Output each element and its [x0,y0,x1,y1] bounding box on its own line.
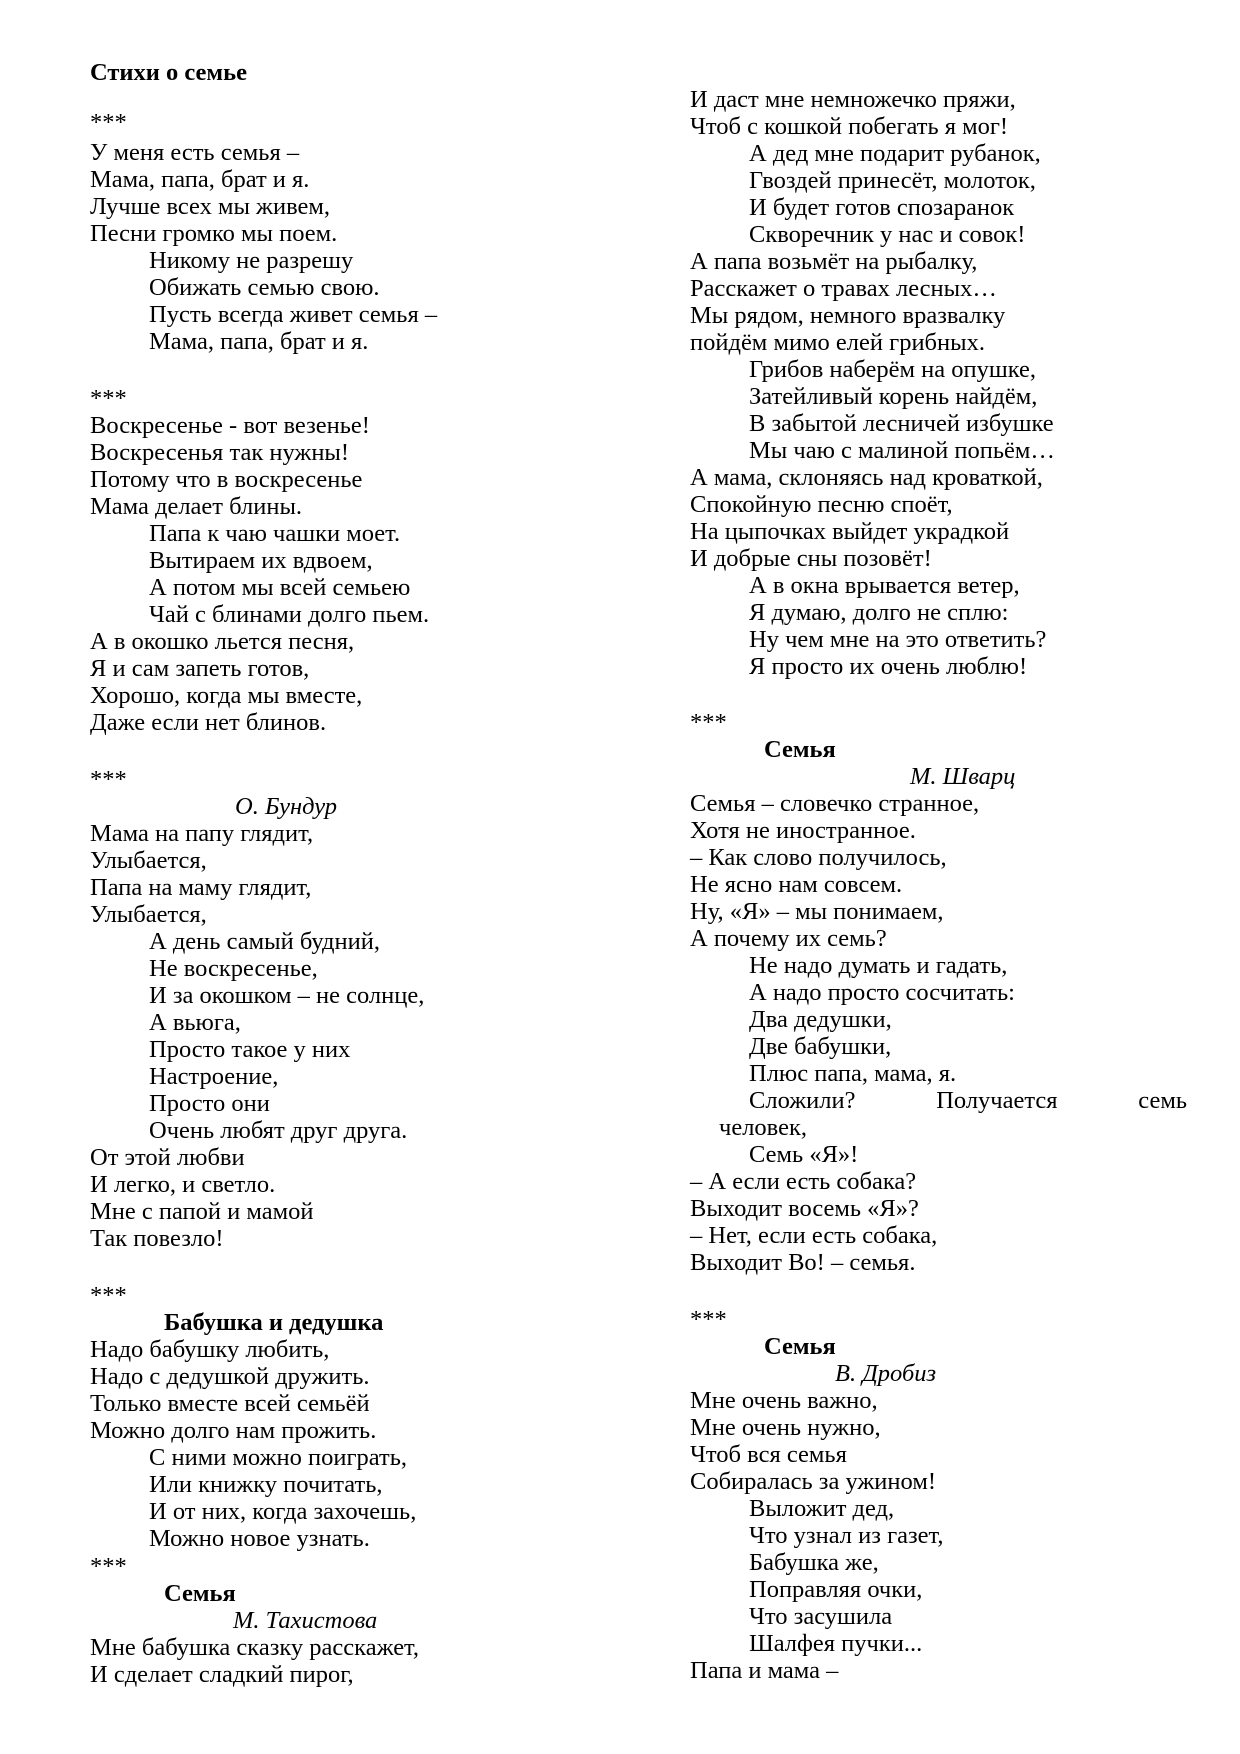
poem-line: Хорошо, когда мы вместе, [90,682,363,709]
poem-line: Очень любят друг друга. [149,1117,408,1144]
poem-line: На цыпочках выйдет украдкой [690,518,1010,545]
poem-line: Просто такое у них [149,1036,351,1063]
poem-line: Два дедушки, [749,1006,892,1033]
poem-title: Семья [764,736,836,763]
poem-line: И добрые сны позовёт! [690,545,932,572]
poem-line: Расскажет о травах лесных… [690,275,997,302]
poem-line: Можно новое узнать. [149,1525,370,1552]
poem-line: – А если есть собака? [690,1168,917,1195]
poem-line: Семь «Я»! [749,1141,859,1168]
poem-line: Ну чем мне на это ответить? [749,626,1047,653]
poem-line: И даст мне немножечко пряжи, [690,86,1016,113]
poem-line: Мне с папой и мамой [90,1198,314,1225]
separator: *** [690,1306,727,1333]
poem-line: В забытой лесничей избушке [749,410,1054,437]
poem-line: Папа и мама – [690,1657,839,1684]
poem-line: Выходит Во! – семья. [690,1249,916,1276]
poem-line: Мы чаю с малиной попьём… [749,437,1055,464]
poem-line: Я думаю, долго не сплю: [749,599,1009,626]
poem-line: Улыбается, [90,901,207,928]
page-title: Стихи о семье [90,59,247,86]
poem-line: Скворечник у нас и совок! [749,221,1026,248]
separator: *** [90,766,127,793]
poem-line: Надо бабушку любить, [90,1336,330,1363]
poem-line: Поправляя очки, [749,1576,923,1603]
poem-line: Выходит восемь «Я»? [690,1195,919,1222]
poem-line: И будет готов спозаранок [749,194,1015,221]
poem-line: А почему их семь? [690,925,887,952]
poem-line: Улыбается, [90,847,207,874]
poem-line: Пусть всегда живет семья – [149,301,438,328]
poem-line: Или книжку почитать, [149,1471,383,1498]
poem-line: Просто они [149,1090,270,1117]
word: Получается [936,1087,1058,1114]
poem-line: Мне бабушка сказку расскажет, [90,1634,420,1661]
poem-line: Папа на маму глядит, [90,874,312,901]
poem-line: Мне очень нужно, [690,1414,881,1441]
poem-line: человек, [719,1114,807,1141]
poem-line: А дед мне подарит рубанок, [749,140,1041,167]
poem-line: С ними можно поиграть, [149,1444,408,1471]
poem-line: Лучше всех мы живем, [90,193,331,220]
poem-line-justified [749,1087,1187,1114]
poem-line: Воскресенья так нужны! [90,439,350,466]
poem-line: Я и сам запеть готов, [90,655,310,682]
poem-line: Никому не разрешу [149,247,354,274]
poem-line: – Нет, если есть собака, [690,1222,938,1249]
separator: *** [90,1553,127,1580]
poem-author: М. Шварц [910,763,1016,790]
poem-line: Хотя не иностранное. [690,817,916,844]
poem-line: И от них, когда захочешь, [149,1498,417,1525]
poem-line: Что засушила [749,1603,893,1630]
poem-line: А папа возьмёт на рыбалку, [690,248,978,275]
poem-line: А день самый будний, [149,928,380,955]
poem-title: Бабушка и дедушка [164,1309,384,1336]
poem-line: Две бабушки, [749,1033,892,1060]
poem-title: Семья [164,1580,236,1607]
poem-line: Чтоб с кошкой побегать я мог! [690,113,1009,140]
poem-line: Семья – словечко странное, [690,790,980,817]
poem-line: А мама, склоняясь над кроваткой, [690,464,1043,491]
separator: *** [90,1282,127,1309]
poem-line: Что узнал из газет, [749,1522,944,1549]
poem-line: Вытираем их вдвоем, [149,547,373,574]
poem-line: А надо просто сосчитать: [749,979,1015,1006]
poem-line: Песни громко мы поем. [90,220,338,247]
poem-line: А потом мы всей семьею [149,574,411,601]
poem-line: А вьюга, [149,1009,241,1036]
poem-line: Только вместе всей семьёй [90,1390,370,1417]
poem-line: Даже если нет блинов. [90,709,327,736]
poem-line: Чай с блинами долго пьем. [149,601,430,628]
poem-line: Настроение, [149,1063,279,1090]
separator: *** [690,709,727,736]
poem-line: Мама, папа, брат и я. [90,166,310,193]
poem-line: Мама, папа, брат и я. [149,328,369,355]
separator: *** [90,385,127,412]
poem-line: Бабушка же, [749,1549,879,1576]
poem-line: Мне очень важно, [690,1387,878,1414]
poem-line: Грибов наберём на опушке, [749,356,1037,383]
poem-line: У меня есть семья – [90,139,300,166]
poem-line: Можно долго нам прожить. [90,1417,377,1444]
poem-line: Выложит дед, [749,1495,895,1522]
poem-line: Потому что в воскресенье [90,466,363,493]
poem-line: Спокойную песню споёт, [690,491,953,518]
poem-line: Не воскресенье, [149,955,318,982]
poem-line: Гвоздей принесёт, молоток, [749,167,1036,194]
poem-author: М. Тахистова [233,1607,378,1634]
poem-line: И за окошком – не солнце, [149,982,425,1009]
poem-line: пойдём мимо елей грибных. [690,329,985,356]
word: семь [1138,1087,1187,1114]
poem-line: Мама на папу глядит, [90,820,314,847]
poem-line: Мама делает блины. [90,493,303,520]
poem-line: Чтоб вся семья [690,1441,847,1468]
poem-line: Не надо думать и гадать, [749,952,1008,979]
poem-line: Надо с дедушкой дружить. [90,1363,370,1390]
poem-line: Плюс папа, мама, я. [749,1060,957,1087]
poem-line: Ну, «Я» – мы понимаем, [690,898,944,925]
poem-line: Папа к чаю чашки моет. [149,520,401,547]
poem-line: И легко, и светло. [90,1171,276,1198]
word: Сложили? [749,1087,856,1114]
poem-line: – Как слово получилось, [690,844,947,871]
poem-title: Семья [764,1333,836,1360]
poem-author: В. Дробиз [835,1360,937,1387]
poem-author: О. Бундур [235,793,337,820]
poem-line: А в окна врывается ветер, [749,572,1020,599]
poem-line: Обижать семью свою. [149,274,380,301]
poem-line: От этой любви [90,1144,245,1171]
poem-line: Шалфея пучки... [749,1630,923,1657]
poem-line: А в окошко льется песня, [90,628,355,655]
separator: *** [90,109,127,136]
poem-line: Мы рядом, немного вразвалку [690,302,1006,329]
poem-line: Я просто их очень люблю! [749,653,1028,680]
poem-line: Не ясно нам совсем. [690,871,903,898]
poem-line: Затейливый корень найдём, [749,383,1038,410]
poem-line: И сделает сладкий пирог, [90,1661,354,1688]
poem-line: Воскресенье - вот везенье! [90,412,370,439]
poem-line: Так повезло! [90,1225,224,1252]
poem-line: Собиралась за ужином! [690,1468,936,1495]
